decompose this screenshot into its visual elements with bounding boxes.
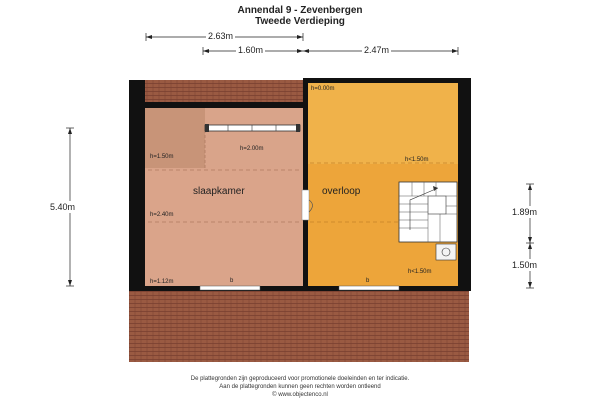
footer-rights: Aan de plattegronden kunnen geen rechten worden ontleend [219, 384, 381, 390]
plan-title: Annendal 9 - Zevenbergen [237, 5, 363, 16]
wall-right [458, 78, 471, 290]
height-label: h=0.00m [311, 86, 335, 92]
window-left [200, 286, 260, 290]
boiler-unit [436, 244, 456, 260]
roof-top [129, 80, 304, 105]
room-label-landing: overloop [322, 186, 361, 197]
dim-top-total: 2.63m [208, 31, 234, 41]
dim-right-upper: 1.89m [512, 207, 538, 217]
wall-left [129, 80, 145, 290]
footer-website: © www.objectenco.nl [272, 392, 328, 398]
plan-subtitle: Tweede Verdieping [255, 16, 345, 27]
height-label: h<1.50m [405, 157, 429, 163]
dim-right-lower: 1.50m [512, 260, 538, 270]
roof-bottom [129, 290, 469, 362]
footer-disclaimer: De plattegronden zijn geproduceerd voor promotionele doeleinden en ter indicatie. [190, 376, 410, 382]
dim-top-left: 1.60m [238, 45, 264, 55]
wall-divider [303, 78, 308, 290]
wall-top-right [303, 78, 471, 83]
height-label: h=2.00m [240, 146, 264, 152]
window-mark: b [366, 278, 370, 284]
height-label: h=2.40m [150, 212, 174, 218]
staircase [399, 182, 457, 242]
height-label: h=1.12m [150, 279, 174, 285]
window-right [339, 286, 399, 290]
window-mark: b [230, 278, 234, 284]
wall-bedroom-top [145, 102, 303, 108]
height-label: h<1.50m [408, 269, 432, 275]
skylight [205, 125, 300, 131]
room-label-bedroom: slaapkamer [193, 186, 245, 197]
dim-left-height: 5.40m [50, 202, 76, 212]
dim-top-right: 2.47m [364, 45, 390, 55]
wall-bottom [129, 286, 471, 291]
height-label: h=1.50m [150, 154, 174, 160]
door-opening [302, 190, 309, 220]
